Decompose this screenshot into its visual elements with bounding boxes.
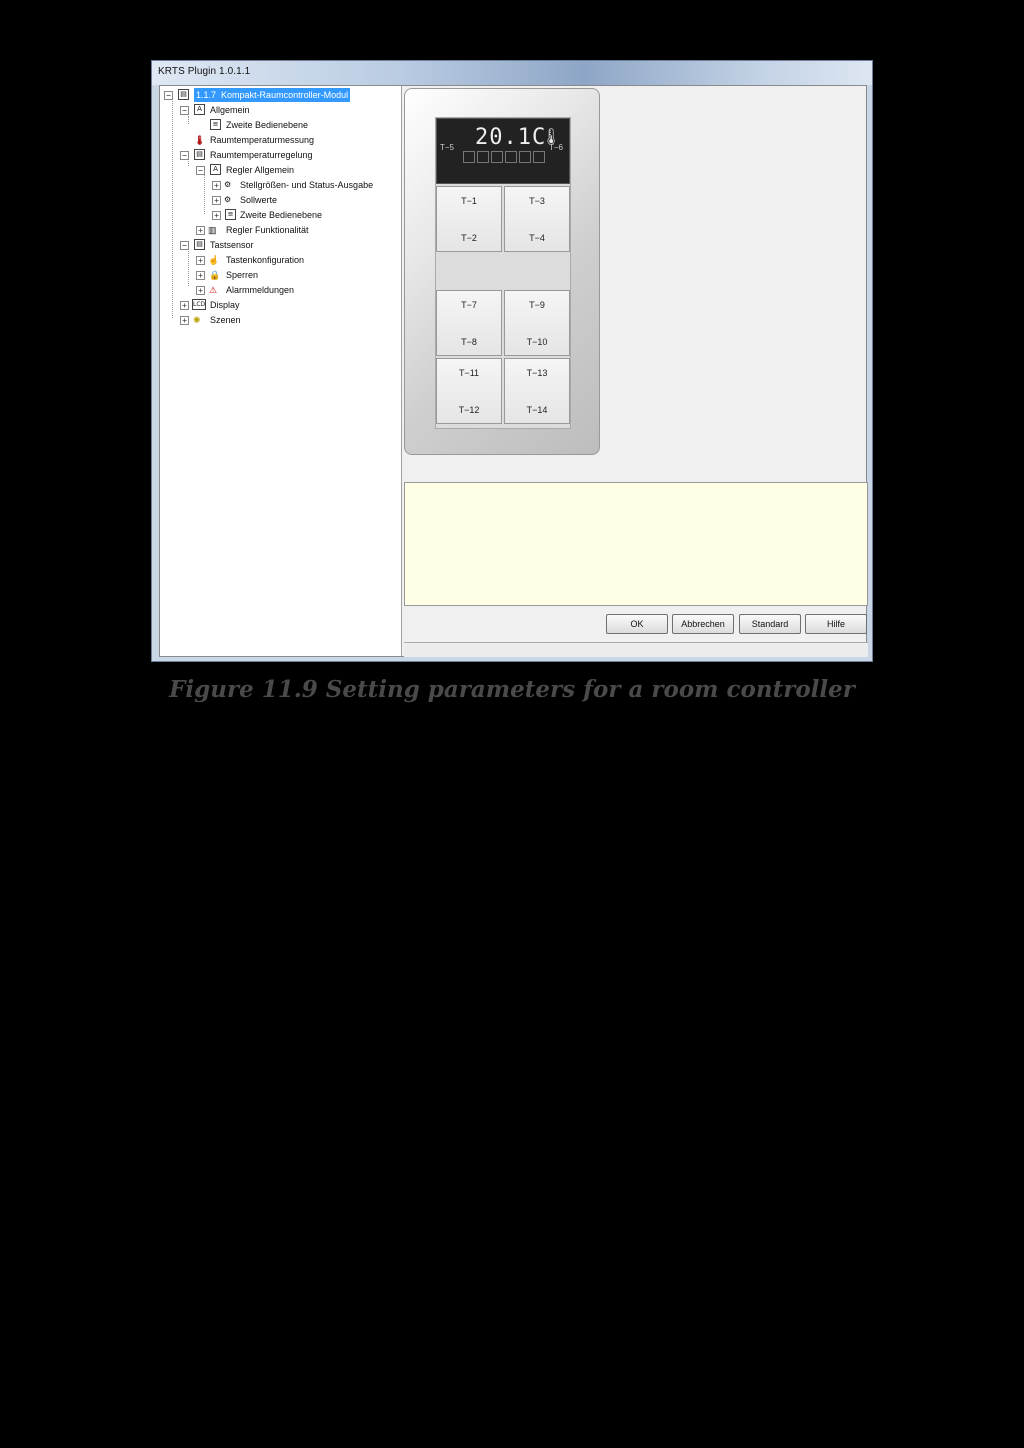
cancel-button[interactable]: Abbrechen — [672, 614, 734, 634]
expand-icon[interactable]: + — [180, 316, 189, 325]
key-t11-t12[interactable] — [436, 358, 502, 424]
key-label: T−12 — [458, 405, 480, 415]
temperature-readout: 20.1C — [475, 125, 547, 150]
tree-item-zweite-bedienebene[interactable] — [196, 118, 396, 132]
expand-icon[interactable]: + — [196, 286, 205, 295]
lcd-segment — [505, 151, 517, 163]
lcd-segment — [477, 151, 489, 163]
setpoint-icon: ⚙ — [224, 195, 232, 204]
tree-label: Sperren — [226, 270, 259, 280]
plugin-window — [151, 60, 873, 662]
root-label: Kompakt-Raumcontroller-Modul — [221, 90, 349, 100]
alarm-icon: ⚠ — [209, 285, 218, 295]
tree-item-raumtemperaturregelung[interactable] — [180, 148, 390, 162]
title-bar[interactable] — [152, 61, 872, 85]
lcd-segment — [463, 151, 475, 163]
help-text-area — [404, 482, 868, 606]
collapse-icon[interactable]: − — [164, 91, 173, 100]
expand-icon[interactable]: + — [212, 181, 221, 190]
root-address: 1.1.7 — [196, 90, 217, 100]
lcd-segment — [533, 151, 545, 163]
parameter-page-icon: A — [194, 104, 205, 115]
tree-label: Alarmmeldungen — [226, 285, 295, 295]
tree-label: Stellgrößen- und Status-Ausgabe — [240, 180, 374, 190]
key-label: T−7 — [461, 300, 477, 310]
key-t1-t2[interactable] — [436, 186, 502, 252]
tree-label: Allgemein — [210, 105, 250, 115]
lcd-segment — [491, 151, 503, 163]
tree-item-tastenkonfiguration[interactable] — [196, 253, 396, 267]
key-label: T−9 — [529, 300, 545, 310]
tree-item-zweite-bedienebene-2[interactable] — [212, 208, 392, 222]
tree-item-tastsensor[interactable] — [180, 238, 380, 252]
key-label: T−14 — [526, 405, 548, 415]
key-t13-t14[interactable] — [504, 358, 570, 424]
window-title: KRTS Plugin 1.0.1.1 — [158, 66, 251, 77]
tree-label: Tastenkonfiguration — [226, 255, 305, 265]
tree-item-sperren[interactable] — [196, 268, 396, 282]
key-label: T−4 — [529, 233, 545, 243]
tree-label: Tastsensor — [210, 240, 254, 250]
expand-icon[interactable]: + — [196, 271, 205, 280]
expand-icon[interactable]: + — [212, 211, 221, 220]
key-label: T−8 — [461, 337, 477, 347]
tree-item-display[interactable] — [180, 298, 380, 312]
thermometer-icon: 🌡 — [194, 135, 206, 145]
key-label: T−3 — [529, 196, 545, 206]
lcd-icon: LCD — [193, 301, 206, 308]
hand-icon: ☝ — [208, 255, 220, 265]
tree-label: Display — [210, 300, 240, 310]
collapse-icon[interactable]: − — [180, 241, 189, 250]
controller-icon: ▤ — [194, 149, 205, 160]
tree-item-sollwerte[interactable] — [212, 193, 392, 207]
tree-label: Szenen — [210, 315, 241, 325]
tree-label: Regler Allgemein — [226, 165, 295, 175]
key-label-t5: T−5 — [440, 143, 455, 152]
tree-item-regler-allgemein[interactable] — [196, 163, 396, 177]
output-icon: ⚙ — [224, 180, 232, 189]
scene-light-icon: ✺ — [193, 315, 201, 325]
key-t9-t10[interactable] — [504, 290, 570, 356]
page-icon: ≡ — [210, 119, 221, 130]
expand-icon[interactable]: + — [180, 301, 189, 310]
device-panel — [435, 117, 571, 429]
key-label: T−2 — [461, 233, 477, 243]
tree-label: Zweite Bedienebene — [226, 120, 309, 130]
collapse-icon[interactable]: − — [180, 151, 189, 160]
key-t3-t4[interactable] — [504, 186, 570, 252]
expand-icon[interactable]: + — [196, 256, 205, 265]
parameter-page-icon: A — [210, 164, 221, 175]
module-icon: ▤ — [178, 89, 189, 100]
tree-label: Regler Funktionalität — [226, 225, 309, 235]
tree-label: Sollwerte — [240, 195, 278, 205]
key-label: T−1 — [461, 196, 477, 206]
thermometer-icon: 🌡 — [541, 129, 562, 146]
sensor-icon: ▤ — [194, 239, 205, 250]
collapse-icon[interactable]: − — [196, 166, 205, 175]
parameter-tree[interactable] — [160, 86, 402, 656]
standard-button[interactable]: Standard — [739, 614, 801, 634]
lock-icon: 🔒 — [209, 270, 221, 280]
status-bar — [404, 642, 868, 657]
collapse-icon[interactable]: − — [180, 106, 189, 115]
tree-label: Zweite Bedienebene — [240, 210, 323, 220]
tree-item-raumtemperaturmessung[interactable] — [180, 133, 390, 147]
tree-label: Raumtemperaturregelung — [210, 150, 313, 160]
tree-root[interactable] — [164, 88, 400, 102]
figure-caption: Figure 11.9 Setting parameters for a room controller — [169, 676, 855, 703]
help-button[interactable]: Hilfe — [805, 614, 867, 634]
page-icon: ≡ — [225, 209, 236, 220]
expand-icon[interactable]: + — [196, 226, 205, 235]
tree-item-allgemein[interactable] — [180, 103, 380, 117]
key-t7-t8[interactable] — [436, 290, 502, 356]
tree-label: Raumtemperaturmessung — [210, 135, 315, 145]
key-label: T−10 — [526, 337, 548, 347]
client-area — [159, 85, 867, 657]
ok-button[interactable]: OK — [606, 614, 668, 634]
expand-icon[interactable]: + — [212, 196, 221, 205]
radiator-icon: ▥ — [208, 225, 217, 235]
tree-item-szenen[interactable] — [180, 313, 380, 327]
tree-item-regler-funktionalitaet[interactable] — [196, 223, 396, 237]
tree-item-alarmmeldungen[interactable] — [196, 283, 396, 297]
lcd-display — [436, 118, 570, 184]
device-preview — [404, 88, 600, 455]
key-label: T−13 — [526, 368, 548, 378]
tree-item-stellgroessen[interactable] — [212, 178, 400, 192]
lcd-segment — [519, 151, 531, 163]
key-label-t6: T−6 — [549, 143, 564, 152]
key-label: T−11 — [458, 368, 480, 378]
